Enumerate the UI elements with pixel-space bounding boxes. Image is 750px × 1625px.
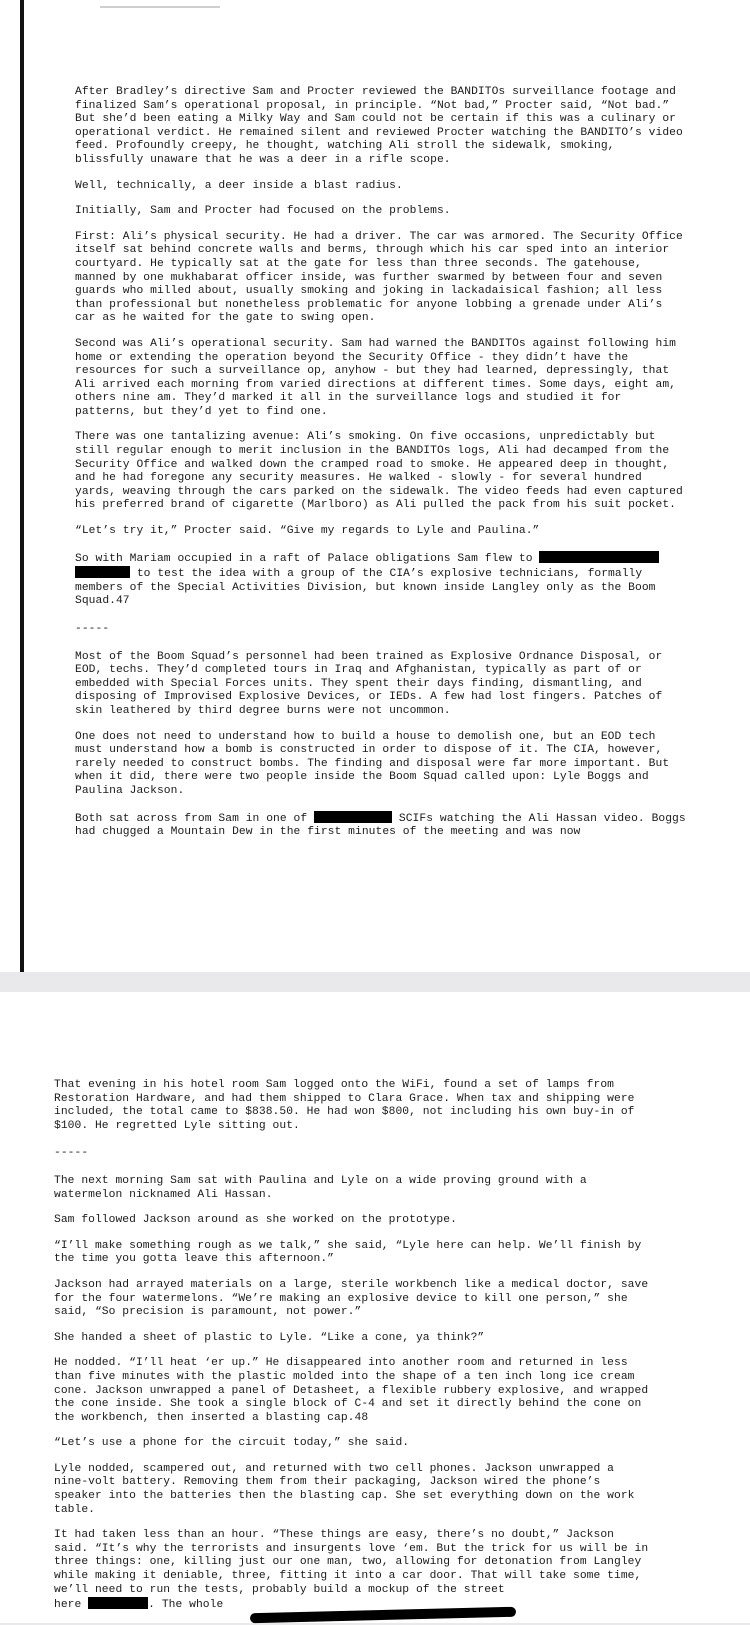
redaction-bar (75, 566, 130, 578)
paragraph: That evening in his hotel room Sam logged onto the WiFi, found a set of lamps from Restoration Hardware, and had them shipped to Clara Grace. When tax and shipping were included, the total came to $838.50. He had won $800, not including his own buy-in of $100. He regretted Lyle sitting out. (54, 1079, 635, 1132)
paragraph: Second was Ali’s operational security. Sam had warned the BANDITOs against following him home or extending the operation beyond the Security Office - they didn’t have the resources for such a surveillance op, anyhow - but they had learned, depressingly, that Ali arrived each morning from varied directions at different times. Some days, eight am, others nine am. They’d marked it all in the surveillance logs and studied it for patterns, but they’d yet to find one. (75, 337, 676, 418)
paragraph: She handed a sheet of plastic to Lyle. “Like a cone, ya think?” (54, 1331, 485, 1344)
paragraph: He nodded. “I’ll heat ‘er up.” He disappeared into another room and returned in less than five minutes with the plastic molded into the shape of a ten inch long ice cream cone. Jackson unwrapped a panel of Detasheet, a flexible rubbery explosive, and wrapped the cone inside. She took a single block of C-4 and set it directly behind the cone on the workbench, then inserted a blasting cap.48 (54, 1357, 649, 1424)
paragraph: Initially, Sam and Procter had focused on the problems. (75, 205, 451, 218)
paragraph: First: Ali’s physical security. He had a driver. The car was armored. The Security Office itself sat behind concrete walls and berms, through which his car sped into an interior courtyard. He typically sat at the gate for less than three seconds. The gatehouse, manned by one mukhabarat officer inside, was further swarmed by between four and seven guards who milled about, usually smoking and joking in lackadaisical fashion; all less than professional but nonetheless problematic for anyone lobbing a grenade under Ali’s car as he waited for the gate to swing open. (75, 230, 683, 325)
paragraph (54, 1529, 654, 1613)
redaction-bar (539, 551, 659, 563)
text-span: SCIFs watching the Ali Hassan video. Boggs had chugged a Mountain Dew in the first minutes of the meeting and was now (75, 812, 686, 839)
page-left-edge (20, 0, 24, 972)
paragraph: The next morning Sam sat with Paulina and Lyle on a wide proving ground with a watermelon nicknamed Ali Hassan. (54, 1174, 587, 1201)
text-span: It had taken less than an hour. “These things are easy, there’s no doubt,” Jackson said. “It’s why the terrorists and insurgents love ‘em. But the trick for us will be in three things: one, killing just our one man, two, allowing for detonation from Langley while making it deniable, three, fitting it into a car door. That will take some time, we’ll need to run the tests, probably build a mockup of the street (54, 1529, 649, 1596)
page-2-body (54, 1079, 654, 1625)
text-span: here (54, 1599, 82, 1612)
redaction-bar (314, 811, 392, 823)
paragraph: “I’ll make something rough as we talk,” she said, “Lyle here can help. We’ll finish by the time you gotta leave this afternoon.” (54, 1239, 642, 1266)
text-span: Both sat across from Sam in one of (75, 812, 308, 825)
paragraph: One does not need to understand how to build a house to demolish one, but an EOD tech must understand how a bomb is constructed in order to dispose of it. The CIA, however, rarely needed to construct bombs. The finding and disposal were far more important. But when it did, there were two people inside the Boom Squad called upon: Lyle Boggs and Paulina Jackson. (75, 730, 670, 797)
page-1-body (75, 86, 687, 852)
paragraph: There was one tantalizing avenue: Ali’s smoking. On five occasions, unpredictably but still regular enough to merit inclusion in the BANDITOs logs, Ali had decamped from the Security Office and walked down the cramped road to smoke. He appeared deep in thought, and he had foregone any security measures. He walked - slowly - for several hundred yards, weaving through the cars parked on the sidewalk. The video feeds had even captured his preferred brand of cigarette (Marlboro) as Ali pulled the pack from his suit pocket. (75, 431, 683, 512)
text-span: to test the idea with a group of the CIA’s explosive technicians, formally members of the Special Activities Division, but known inside Langley only as the Boom Squad.47 (75, 568, 656, 608)
paragraph: Most of the Boom Squad’s personnel had been trained as Explosive Ordnance Disposal, or EOD, techs. They’d completed tours in Iraq and Afghanistan, typically as part of or embedded with Special Forces units. They spent their days finding, dismantling, and disposing of Improvised Explosive Devices, or IEDs. A few had lost fingers. Patches of skin leathered by third degree burns were not uncommon. (75, 650, 663, 717)
paragraph (75, 551, 687, 609)
paragraph: Jackson had arrayed materials on a large, sterile workbench like a medical doctor, save for the four watermelons. “We’re making an explosive device to kill one person,” she said, “So precision is paramount, not power.” (54, 1278, 649, 1319)
paragraph: “Let’s use a phone for the circuit today,” she said. (54, 1437, 410, 1450)
section-separator: ----- (75, 623, 110, 635)
section-separator: ----- (54, 1147, 89, 1160)
paragraph: “Let’s try it,” Procter said. “Give my regards to Lyle and Paulina.” (75, 525, 540, 538)
paragraph: Lyle nodded, scampered out, and returned with two cell phones. Jackson unwrapped a nine-volt battery. Removing them from their packaging, Jackson wired the phone’s speaker into the batteries then the blasting cap. She set everything down on the work table. (54, 1462, 635, 1516)
text-span: So with Mariam occupied in a raft of Palace obligations Sam flew to (75, 552, 533, 565)
faint-header-mark (100, 6, 220, 8)
redaction-bar (88, 1597, 148, 1609)
paragraph: Well, technically, a deer inside a blast radius. (75, 179, 403, 192)
text-span: . The whole (148, 1599, 224, 1612)
paragraph: Sam followed Jackson around as she worked on the prototype. (54, 1214, 457, 1227)
paragraph: After Bradley’s directive Sam and Procter reviewed the BANDITOs surveillance footage and finalized Sam’s operational proposal, in principle. “Not bad,” Procter said, “Not bad.” But she’d been eating a Milky Way and Sam could not be certain if this was a culinary or operational verdict. He remained silent and reviewed Procter watching the BANDITO’s video feed. Profoundly creepy, he thought, watching Ali stroll the sidewalk, smoking, blissfully unaware that he was a deer in a rifle scope. (75, 86, 683, 166)
paragraph (75, 811, 687, 840)
